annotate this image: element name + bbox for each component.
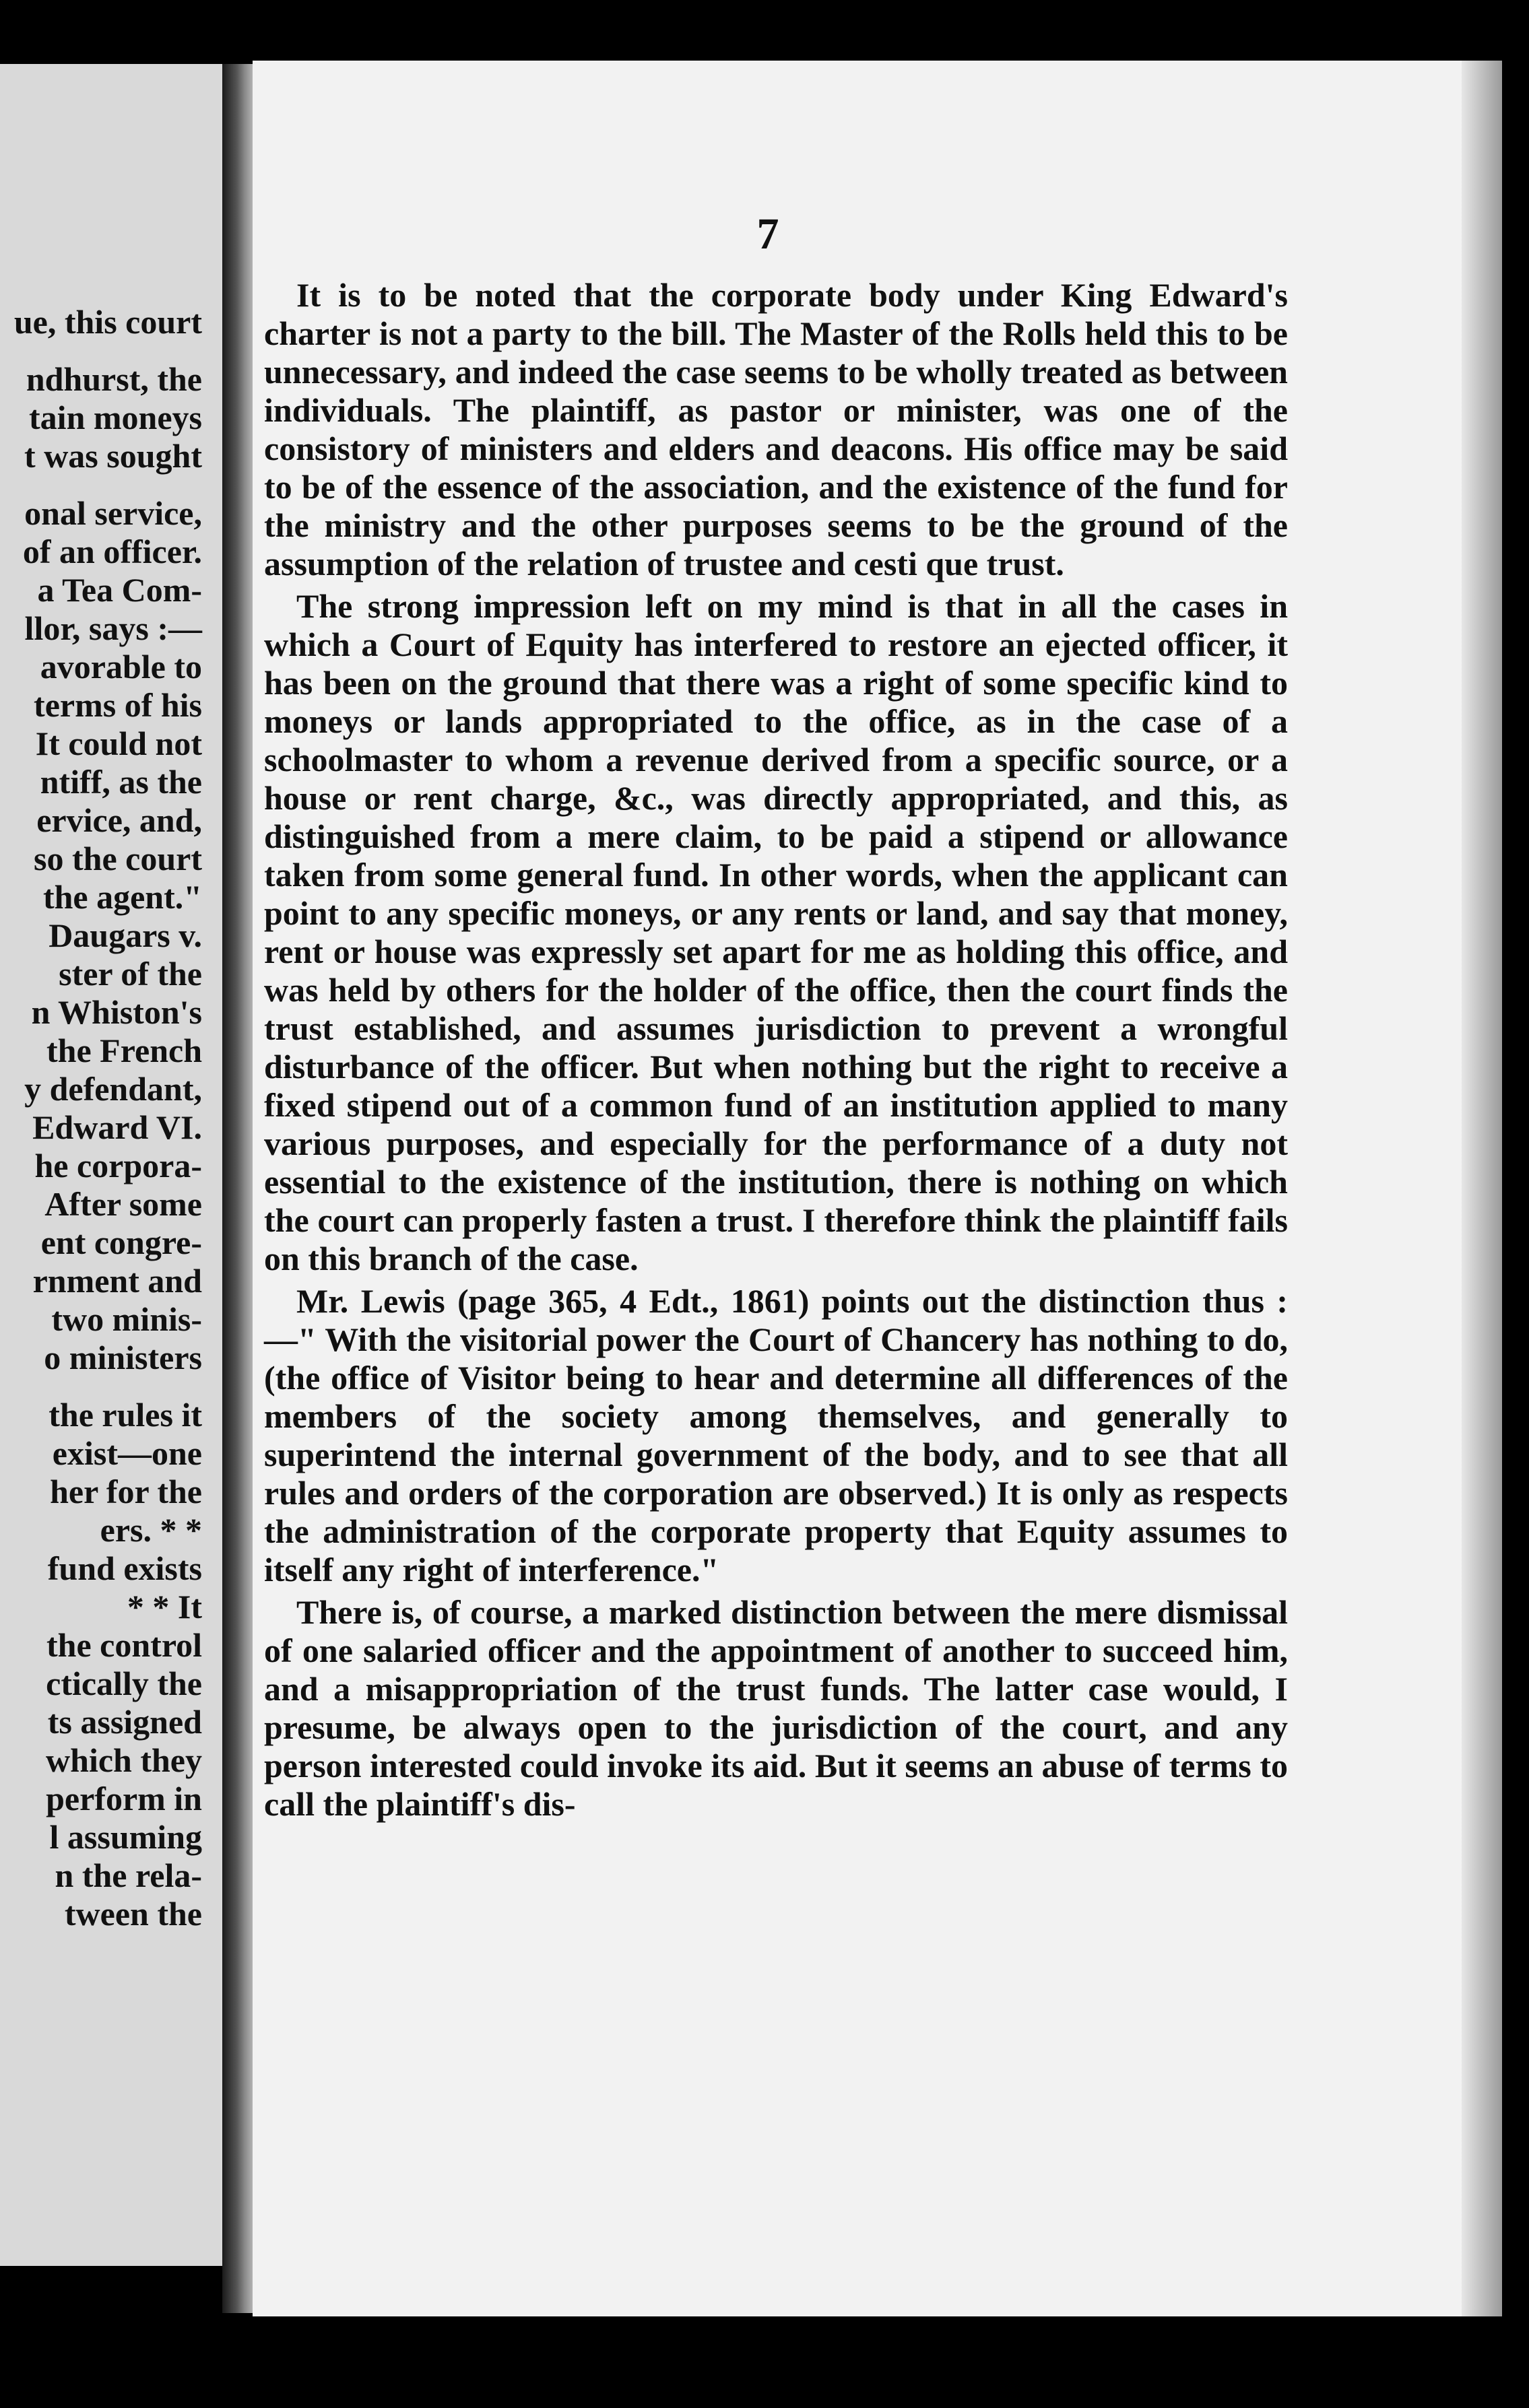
left-page-text: [0, 303, 202, 1933]
left-line: ctically the: [46, 1665, 202, 1702]
left-line: * * It: [127, 1588, 202, 1626]
left-line: ent congre-: [40, 1224, 202, 1261]
left-line: ers. * *: [100, 1511, 202, 1549]
left-line: ue, this court: [13, 303, 202, 341]
left-line: o ministers: [44, 1339, 202, 1376]
left-line: Daugars v.: [48, 916, 202, 954]
left-line: which they: [46, 1741, 202, 1779]
left-line: he corpora-: [34, 1147, 202, 1184]
left-line: n Whiston's: [31, 993, 202, 1031]
left-line: ntiff, as the: [40, 763, 202, 801]
left-line: the rules it: [48, 1396, 202, 1434]
left-page: [0, 64, 222, 2266]
left-line: perform in: [46, 1780, 202, 1817]
left-line: tween the: [64, 1895, 202, 1933]
left-line: the control: [46, 1626, 202, 1664]
left-line: the agent.": [42, 878, 202, 916]
left-line: so the court: [34, 840, 202, 877]
paragraph: Mr. Lewis (page 365, 4 Edt., 1861) points out the distinction thus :—" With the visitorial power the Court of Chancery has nothing to do, (the office of Visitor being to hear and determine all differences of the members of the society among themselves, and generally to superintend the internal government of the body, and to see that all rules and orders of the corporation are observed.) It is only as respects the administration of the corporate property that Equity assumes to itself any right of interference.": [264, 1282, 1288, 1588]
book-gutter: [222, 64, 255, 2313]
left-line: avorable to: [40, 648, 202, 685]
left-line: exist—one: [52, 1434, 202, 1472]
paragraph: There is, of course, a marked distinction between the mere dismissal of one salaried officer and the appointment of another to succeed him, and a misappropriation of the trust funds. The latter case would, I presume, be always open to the jurisdiction of the court, and any person interested could invoke its aid. But it seems an abuse of terms to call the plaintiff's dis-: [264, 1593, 1288, 1823]
left-line: the French: [46, 1032, 202, 1069]
left-line: t was sought: [24, 437, 202, 475]
left-line: a Tea Com-: [37, 571, 202, 609]
left-line: terms of his: [34, 686, 202, 724]
left-line: onal service,: [24, 494, 202, 532]
left-line: her for the: [50, 1473, 202, 1510]
page-body: [264, 276, 1288, 1828]
left-line: y defendant,: [24, 1070, 202, 1108]
left-line: ts assigned: [47, 1703, 202, 1741]
left-line: Edward VI.: [32, 1108, 202, 1146]
left-line: two minis-: [51, 1300, 202, 1338]
left-line: It could not: [35, 725, 202, 762]
left-line: fund exists: [47, 1549, 202, 1587]
paragraph: It is to be noted that the corporate body under King Edward's charter is not a party to the bill. The Master of the Rolls held this to be unnecessary, and indeed the case seems to be wholly treated as between individuals. The plaintiff, as pastor or minister, was one of the consistory of ministers and elders and deacons. His office may be said to be of the essence of the association, and the existence of the fund for the ministry and the other purposes seems to be the ground of the assumption of the relation of trustee and cesti que trust.: [264, 276, 1288, 582]
left-line: After some: [44, 1185, 202, 1223]
page-number: 7: [756, 209, 779, 259]
left-line: ndhurst, the: [26, 360, 202, 398]
page-edge-shadow: [1462, 61, 1502, 2316]
left-line: ster of the: [59, 955, 202, 993]
left-line: l assuming: [49, 1818, 202, 1856]
left-line: llor, says :—: [24, 609, 202, 647]
left-line: n the rela-: [55, 1857, 202, 1894]
left-line: rnment and: [32, 1262, 202, 1300]
left-line: of an officer.: [22, 533, 202, 570]
left-line: tain moneys: [29, 399, 202, 436]
paragraph: The strong impression left on my mind is that in all the cases in which a Court of Equity has interfered to restore an ejected officer, it has been on the ground that there was a right of some specific kind to moneys or lands appropriated to the office, as in the case of a schoolmaster to whom a revenue derived from a specific source, or a house or rent charge, &c., was directly appropriated, and this, as distinguished from a mere claim, to be paid a stipend or allowance taken from some general fund. In other words, when the applicant can point to any specific moneys, or any rents or land, and say that money, rent or house was expressly set apart for me as holding this office, and was held by others for the holder of the office, then the court finds the trust established, and assumes jurisdiction to prevent a wrongful disturbance of the officer. But when nothing but the right to receive a fixed stipend out of a common fund of an institution applied to many various purposes, and especially for the performance of a duty not essential to the existence of the institution, there is nothing on which the court can properly fasten a trust. I therefore think the plaintiff fails on this branch of the case.: [264, 587, 1288, 1277]
left-line: ervice, and,: [36, 801, 202, 839]
